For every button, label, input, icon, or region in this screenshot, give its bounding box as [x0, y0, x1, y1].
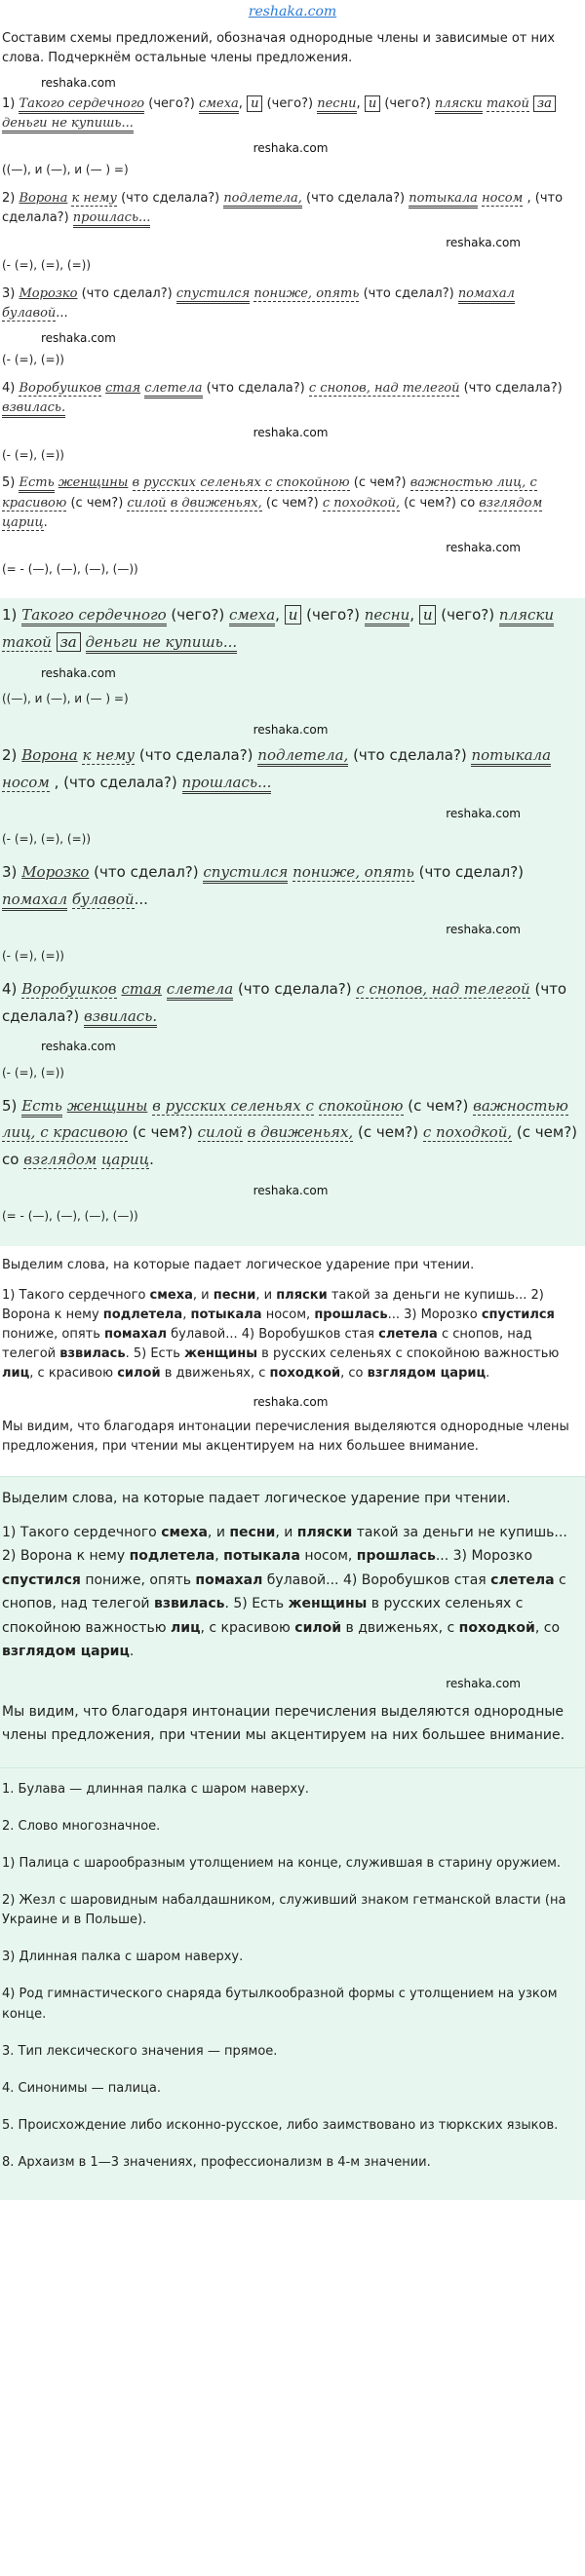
text: .	[486, 1366, 490, 1382]
stressed-word: взвилась	[153, 1596, 225, 1612]
stressed-word: слетела	[378, 1326, 438, 1342]
stressed-word: взглядом цариц	[2, 1644, 130, 1660]
text: , со	[534, 1619, 561, 1636]
watermark: reshaka.com	[446, 806, 521, 820]
stressed-word: спустился	[481, 1307, 555, 1322]
schema-3-large: (- (=), (=))	[2, 948, 64, 963]
comma: ,	[275, 606, 280, 625]
text: булавой... 4) Воробушков стая	[167, 1326, 379, 1342]
word: взвилась.	[84, 1007, 157, 1028]
schema-5: (= - (—), (—), (—), (—))	[2, 562, 138, 577]
text: , и	[207, 1524, 230, 1540]
period: .	[43, 514, 48, 530]
question: (что сделала?)	[206, 380, 305, 396]
word: с походкой,	[322, 495, 400, 511]
text: , со	[340, 1366, 368, 1382]
text: , и	[275, 1524, 297, 1540]
word: Такого сердечного	[19, 96, 144, 114]
watermark: reshaka.com	[41, 1040, 116, 1054]
text: 1) Такого сердечного	[2, 1287, 150, 1303]
question: (чего?)	[171, 606, 225, 625]
period: .	[149, 1151, 154, 1169]
question: (с чем?)	[408, 1096, 469, 1115]
definition-item: 3) Длинная палка с шаром наверху.	[2, 1950, 244, 1965]
schema-2: (- (=), (=), (=))	[2, 257, 92, 272]
word: Такого сердечного	[21, 606, 166, 626]
stressed-word: пляски	[296, 1524, 353, 1540]
question: (что сделала?)	[138, 746, 254, 765]
text: 1) Такого сердечного	[2, 1524, 162, 1540]
ellipsis: ...	[56, 305, 68, 321]
sentence-2	[2, 189, 579, 228]
word: деньги не купишь...	[86, 633, 238, 654]
watermark: reshaka.com	[446, 540, 521, 554]
conjunction-box: и	[419, 605, 437, 625]
number: 5)	[2, 1096, 18, 1115]
conjunction-box: и	[285, 605, 302, 625]
stressed-word: помахал	[104, 1326, 168, 1342]
word: Есть	[19, 475, 54, 493]
word: помахал	[458, 286, 515, 304]
stressed-word: лиц	[171, 1619, 201, 1636]
question: , (что сделала?)	[2, 191, 564, 226]
word: Морозко	[21, 862, 90, 881]
word: Воробушков	[19, 380, 101, 396]
word: к нему	[82, 746, 136, 765]
stressed-word: песни	[213, 1287, 256, 1303]
schema-2-large: (- (=), (=), (=))	[2, 831, 92, 846]
text: в движеньях, с	[341, 1619, 459, 1636]
word: силой	[127, 495, 167, 511]
text: пониже, опять	[2, 1326, 105, 1342]
sentence-3-large	[2, 859, 579, 914]
word: цариц	[2, 514, 44, 530]
word: потыкала	[471, 746, 551, 767]
word: прошлась...	[182, 774, 272, 794]
word: прошлась...	[73, 210, 151, 228]
watermark: reshaka.com	[41, 75, 116, 90]
text: с снопов, над телегой	[2, 1326, 532, 1361]
stress-text-large	[2, 1521, 579, 1664]
text: носом,	[299, 1548, 357, 1565]
question: (с чем?)	[265, 495, 319, 511]
number: 4)	[2, 380, 16, 396]
word: подлетела,	[257, 746, 348, 767]
question: (что сделала?)	[237, 979, 352, 998]
watermark: reshaka.com	[253, 1183, 329, 1197]
schema-4-large: (- (=), (=))	[2, 1065, 64, 1080]
schema-5-large: (= - (—), (—), (—), (—))	[2, 1209, 138, 1224]
schema-3: (- (=), (=))	[2, 353, 64, 367]
word: с снопов, над телегой	[356, 979, 530, 998]
question: , (что сделала?)	[54, 773, 177, 791]
question: (что сделала?)	[353, 746, 467, 765]
text: ,	[182, 1307, 191, 1322]
question: (с чем?)	[70, 495, 124, 511]
number: 4)	[2, 979, 18, 998]
text: , с красивою	[29, 1366, 118, 1382]
sentence-4	[2, 379, 579, 418]
text: , и	[192, 1287, 214, 1303]
comma: ,	[410, 606, 415, 625]
word: Морозко	[19, 285, 78, 301]
question: (с чем?)	[357, 1123, 419, 1142]
question: (что сделал?)	[363, 285, 454, 301]
question: (что сделала?)	[463, 380, 563, 396]
watermark: reshaka.com	[446, 236, 521, 250]
definition-item: 4. Синонимы — палица.	[2, 2080, 161, 2096]
word: носом	[482, 191, 524, 207]
stressed-word: силой	[294, 1619, 342, 1636]
definition-item: 1) Палица с шарообразным утолщением на конце, служившая в старину оружием.	[2, 1855, 562, 1871]
text: ... 3) Морозко	[435, 1548, 533, 1565]
sentence-5	[2, 474, 579, 532]
text: такой за деньги не купишь... 2) Ворона к нему	[2, 1287, 544, 1322]
watermark: reshaka.com	[253, 140, 329, 155]
stressed-word: женщины	[288, 1596, 368, 1612]
conjunction-box: и	[247, 95, 262, 113]
stress-section-large	[0, 1476, 585, 1767]
schemas-section	[0, 25, 585, 598]
stress-intro-large: Выделим слова, на которые падает логическое ударение при чтении.	[2, 1491, 511, 1507]
stressed-word: подлетела	[102, 1307, 183, 1322]
question: (чего?)	[266, 95, 314, 111]
watermark: reshaka.com	[253, 1395, 329, 1410]
word: песни	[365, 606, 410, 626]
word: стая	[105, 380, 141, 396]
question: (с чем?) со	[2, 1123, 578, 1169]
word: Ворона	[19, 191, 68, 207]
text: носом,	[261, 1307, 315, 1322]
number: 2)	[2, 746, 18, 765]
schemas-section-large	[0, 598, 585, 1246]
word: пляски	[499, 606, 554, 626]
site-logo-link[interactable]: reshaka.com	[248, 4, 337, 19]
word: спустился	[203, 863, 288, 884]
stressed-word: походкой	[458, 1619, 535, 1636]
word: такой	[486, 95, 529, 111]
stressed-word: спустился	[2, 1572, 81, 1588]
text: .	[129, 1644, 135, 1660]
number: 5)	[2, 475, 16, 491]
question: (с чем?)	[353, 475, 407, 491]
word: в движеньях,	[247, 1123, 354, 1142]
word: спокойною	[276, 475, 350, 491]
stressed-word: взвилась	[59, 1345, 126, 1361]
preposition-box: за	[57, 632, 81, 652]
question: (что сделал?)	[81, 285, 173, 301]
word: с походкой,	[422, 1123, 513, 1142]
word: Ворона	[21, 746, 78, 765]
question: (с чем?)	[132, 1123, 193, 1142]
sentence-3	[2, 284, 579, 323]
word: взглядом	[479, 495, 543, 511]
word: взвилась.	[2, 400, 65, 418]
word: силой	[197, 1123, 243, 1142]
definition-item: 1. Булава — длинная палка с шаром наверху.	[2, 1781, 309, 1797]
text: булавой... 4) Воробушков стая	[262, 1572, 491, 1588]
watermark: reshaka.com	[446, 1676, 521, 1690]
word: к нему	[71, 191, 117, 207]
watermark: reshaka.com	[41, 665, 116, 680]
definition-item: 2. Слово многозначное.	[2, 1818, 161, 1834]
definitions-section	[0, 1767, 585, 2201]
stressed-word: взглядом цариц	[367, 1366, 487, 1382]
conclusion-text: Мы видим, что благодаря интонации перечисления выделяются однородные члены предложения, при чтении мы акцентируем на них большее внимание.	[2, 1419, 569, 1454]
question: (чего?)	[306, 606, 360, 625]
word: слетела	[144, 381, 202, 398]
text: в движеньях, с	[160, 1366, 270, 1382]
text: ... 3) Морозко	[387, 1307, 482, 1322]
definition-item: 8. Архаизм в 1—3 значениях, профессионализм в 4-м значении.	[2, 2155, 431, 2171]
word: песни	[317, 96, 356, 114]
text: пониже, опять	[80, 1572, 196, 1588]
ellipsis: ...	[134, 890, 148, 908]
stressed-word: помахал	[195, 1572, 263, 1588]
word: в русских селеньях с	[132, 475, 273, 491]
sentence-2-large	[2, 742, 579, 797]
stress-section	[0, 1246, 585, 1476]
stress-intro: Выделим слова, на которые падает логическое ударение при чтении.	[2, 1258, 475, 1273]
stressed-word: смеха	[149, 1287, 193, 1303]
number: 1)	[2, 606, 18, 625]
word: слетела	[167, 980, 233, 1001]
stressed-word: слетела	[490, 1572, 555, 1588]
question: (что сделала?)	[121, 191, 220, 207]
stressed-word: силой	[117, 1366, 161, 1382]
word: потыкала	[409, 191, 478, 208]
watermark: reshaka.com	[253, 426, 329, 440]
word: смеха	[199, 96, 239, 114]
word: подлетела,	[223, 191, 302, 208]
comma: ,	[356, 95, 361, 111]
word: помахал	[2, 890, 67, 911]
word: стая	[121, 979, 162, 998]
comma: ,	[238, 95, 243, 111]
question: (чего?)	[148, 95, 195, 111]
stressed-word: женщины	[184, 1345, 258, 1361]
definition-item: 4) Род гимнастического снаряда бутылкообразной формы с утолщением на узком конце.	[2, 1987, 558, 2022]
word: взглядом	[23, 1151, 98, 1169]
word: женщины	[66, 1096, 148, 1115]
word: булавой	[2, 305, 57, 321]
stressed-word: походкой	[269, 1366, 341, 1382]
watermark: reshaka.com	[446, 923, 521, 937]
text: с снопов, над телегой	[2, 1572, 566, 1612]
stressed-word: прошлась	[356, 1548, 436, 1565]
question: (с чем?) со	[404, 495, 476, 511]
number: 2)	[2, 191, 16, 207]
word: спокойною	[318, 1096, 404, 1115]
stressed-word: песни	[229, 1524, 276, 1540]
sentence-1	[2, 95, 579, 133]
stressed-word: пляски	[276, 1287, 328, 1303]
number: 3)	[2, 285, 16, 301]
word: смеха	[229, 606, 275, 626]
word: такой	[2, 632, 52, 651]
word: Есть	[21, 1097, 62, 1118]
watermark: reshaka.com	[253, 722, 329, 737]
word: с снопов, над телегой	[308, 380, 460, 396]
stress-text	[2, 1286, 579, 1384]
text: такой за деньги не купишь... 2) Ворона к нему	[2, 1524, 567, 1565]
question: (чего?)	[384, 95, 431, 111]
intro-text: Составим схемы предложений, обозначая однородные члены и зависимые от них слова. Подчеркнём остальные члены предложения.	[2, 30, 556, 65]
word: Воробушков	[21, 979, 117, 998]
word: цариц	[100, 1151, 150, 1169]
text: в русских селеньях с спокойною важностью	[2, 1596, 524, 1636]
definition-item: 2) Жезл с шаровидным набалдашником, служивший знаком гетманской власти (на Украине и в Польше).	[2, 1893, 566, 1928]
definition-item: 5. Происхождение либо исконно-русское, либо заимствовано из тюркских языков.	[2, 2117, 559, 2133]
schema-1: ((—), и (—), и (— ) =)	[2, 163, 129, 177]
stressed-word: потыкала	[190, 1307, 262, 1322]
stressed-word: подлетела	[129, 1548, 215, 1565]
sentence-1-large	[2, 602, 579, 657]
question: (что сделала?)	[306, 191, 406, 207]
word: спустился	[176, 286, 250, 304]
number: 1)	[2, 95, 16, 111]
word: булавой	[71, 890, 135, 908]
text: ,	[214, 1548, 224, 1565]
sentence-4-large	[2, 976, 579, 1031]
word: деньги не купишь...	[2, 116, 134, 133]
number: 3)	[2, 862, 18, 881]
stressed-word: прошлась	[314, 1307, 388, 1322]
word: в движеньях,	[170, 495, 262, 511]
text: . 5) Есть	[125, 1345, 185, 1361]
text: в русских селеньях с спокойною важностью	[257, 1345, 560, 1361]
conclusion-text-large: Мы видим, что благодаря интонации перечисления выделяются однородные члены предложения, при чтении мы акцентируем на них большее внимание.	[2, 1703, 566, 1744]
schema-1-large: ((—), и (—), и (— ) =)	[2, 691, 129, 705]
watermark: reshaka.com	[41, 330, 116, 345]
question: (что сделала?)	[2, 979, 567, 1025]
word: носом	[2, 773, 50, 791]
sentence-5-large	[2, 1093, 579, 1174]
text: , с красивою	[200, 1619, 295, 1636]
stressed-word: потыкала	[223, 1548, 300, 1565]
word: женщины	[58, 475, 129, 491]
text: , и	[255, 1287, 277, 1303]
text: . 5) Есть	[224, 1596, 289, 1612]
conjunction-box: и	[365, 95, 380, 113]
question: (что сделал?)	[94, 862, 199, 881]
schema-4: (- (=), (=))	[2, 447, 64, 462]
word: пониже, опять	[292, 862, 414, 881]
preposition-box: за	[533, 95, 556, 113]
word: пониже, опять	[254, 285, 360, 301]
word: в русских селеньях с	[152, 1096, 314, 1115]
definition-item: 3. Тип лексического значения — прямое.	[2, 2043, 278, 2059]
word: важностью лиц, с красивою	[2, 475, 537, 511]
question: (что сделал?)	[418, 862, 525, 881]
question: (чего?)	[441, 606, 495, 625]
word: важностью лиц, с красивою	[2, 1096, 568, 1142]
stressed-word: смеха	[161, 1524, 208, 1540]
word: пляски	[435, 96, 483, 114]
stressed-word: лиц	[2, 1366, 30, 1382]
